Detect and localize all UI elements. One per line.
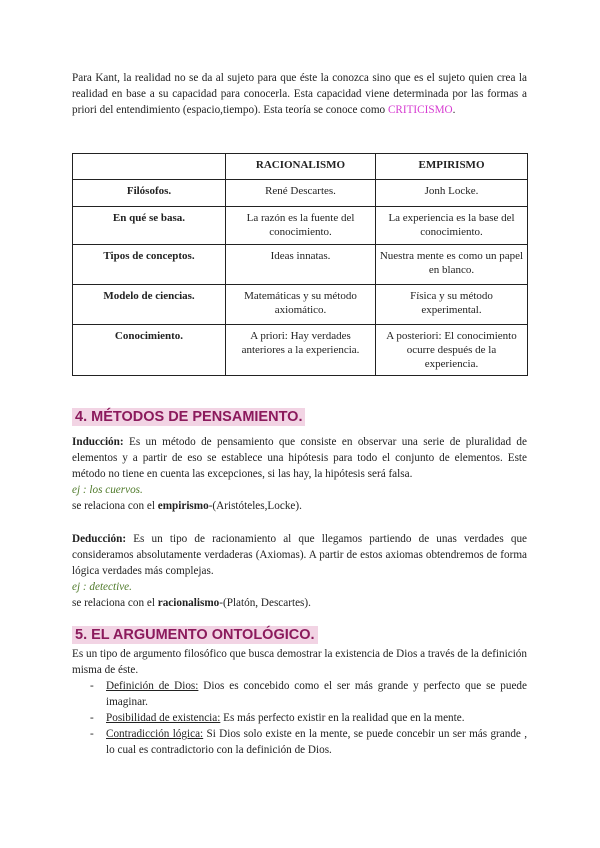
cell-racionalismo: Ideas innatas. [226, 245, 376, 285]
induccion-relation-pre: se relaciona con el [72, 500, 158, 512]
row-label: Filósofos. [73, 180, 226, 207]
intro-paragraph [72, 70, 527, 118]
criticismo-term: CRITICISMO [387, 104, 453, 116]
induccion-relation-term: empirismo [157, 500, 209, 512]
list-term: Posibilidad de existencia: [106, 712, 221, 724]
row-label: Conocimiento. [73, 325, 226, 376]
cell-empirismo: Nuestra mente es como un papel en blanco. [376, 245, 528, 285]
cell-empirismo: La experiencia es la base del conocimiento. [376, 207, 528, 245]
section-5-heading: 5. EL ARGUMENTO ONTOLÓGICO. [72, 626, 318, 644]
table-row [73, 245, 528, 285]
list-term: Definición de Dios: [106, 680, 199, 692]
cell-racionalismo: A priori: Hay verdades anteriores a la experiencia. [226, 325, 376, 376]
list-dash: - [90, 728, 94, 740]
ontologico-intro: Es un tipo de argumento filosófico que busca demostrar la existencia de Dios a través de la definición misma de éste. [72, 648, 527, 676]
cell-empirismo: A posteriori: El conocimiento ocurre después de la experiencia. [376, 325, 528, 376]
intro-text: Para Kant, la realidad no se da al sujeto para que éste la conozca sino que es el sujeto quien crea la realidad en base a su capacidad para conocerla. Esta capacidad viene determinada por las formas a priori del entendimiento (espacio,tiempo). Esta teoría se conoce como [72, 72, 527, 116]
list-text: Dios es concebido como el ser más grande y perfecto que se puede imaginar. [106, 680, 527, 708]
cell-racionalismo: René Descartes. [226, 180, 376, 207]
list-dash: - [90, 680, 94, 692]
table-row [73, 285, 528, 325]
list-dash: - [90, 712, 94, 724]
list-text: Es más perfecto existir en la realidad que en la mente. [220, 712, 465, 724]
table-header-empirismo: EMPIRISMO [376, 154, 528, 180]
deduccion-text: Es un tipo de racionamiento al que llegamos partiendo de unas verdades que consideramos absolutamente verdaderas (Axiomas). A partir de estos axiomas obtendremos de forma lógica verdades más complejas. [72, 533, 527, 577]
induccion-relation-post: -(Aristóteles,Locke). [208, 500, 302, 512]
induccion-example: ej : los cuervos. [72, 484, 143, 496]
table-header-empty [73, 154, 226, 180]
ontologico-list [72, 678, 527, 758]
list-text: Si Dios solo existe en la mente, se puede concebir un ser más grande , lo cual es contradictorio con la definición de Dios. [106, 728, 527, 756]
induccion-text: Es un método de pensamiento que consiste en observar una serie de pluralidad de elementos y a partir de eso se establece una hipótesis para todo el conjunto de elementos. Este método no tiene en cuenta las excepciones, si las hay, la hipótesis será falsa. [72, 436, 527, 480]
list-item [72, 678, 527, 710]
list-item [72, 710, 527, 726]
table-header-racionalismo: RACIONALISMO [226, 154, 376, 180]
deduccion-term: Deducción: [72, 533, 127, 545]
cell-empirismo: Física y su método experimental. [376, 285, 528, 325]
cell-racionalismo: La razón es la fuente del conocimiento. [226, 207, 376, 245]
intro-end: . [452, 104, 456, 116]
induccion-block [72, 434, 527, 514]
deduccion-relation-pre: se relaciona con el [72, 597, 158, 609]
row-label: En qué se basa. [73, 207, 226, 245]
section-4-heading: 4. MÉTODOS DE PENSAMIENTO. [72, 408, 305, 426]
table-header-row [73, 154, 528, 180]
table-row [73, 325, 528, 376]
comparison-table [72, 153, 528, 376]
deduccion-relation-term: racionalismo [157, 597, 220, 609]
ontologico-block [72, 646, 527, 758]
induccion-term: Inducción: [72, 436, 124, 448]
list-term: Contradicción lógica: [106, 728, 204, 740]
table-row [73, 180, 528, 207]
row-label: Tipos de conceptos. [73, 245, 226, 285]
cell-empirismo: Jonh Locke. [376, 180, 528, 207]
deduccion-block [72, 531, 527, 611]
row-label: Modelo de ciencias. [73, 285, 226, 325]
deduccion-relation-post: -(Platón, Descartes). [219, 597, 311, 609]
deduccion-example: ej : detective. [72, 581, 132, 593]
list-item [72, 726, 527, 758]
table-row [73, 207, 528, 245]
cell-racionalismo: Matemáticas y su método axiomático. [226, 285, 376, 325]
